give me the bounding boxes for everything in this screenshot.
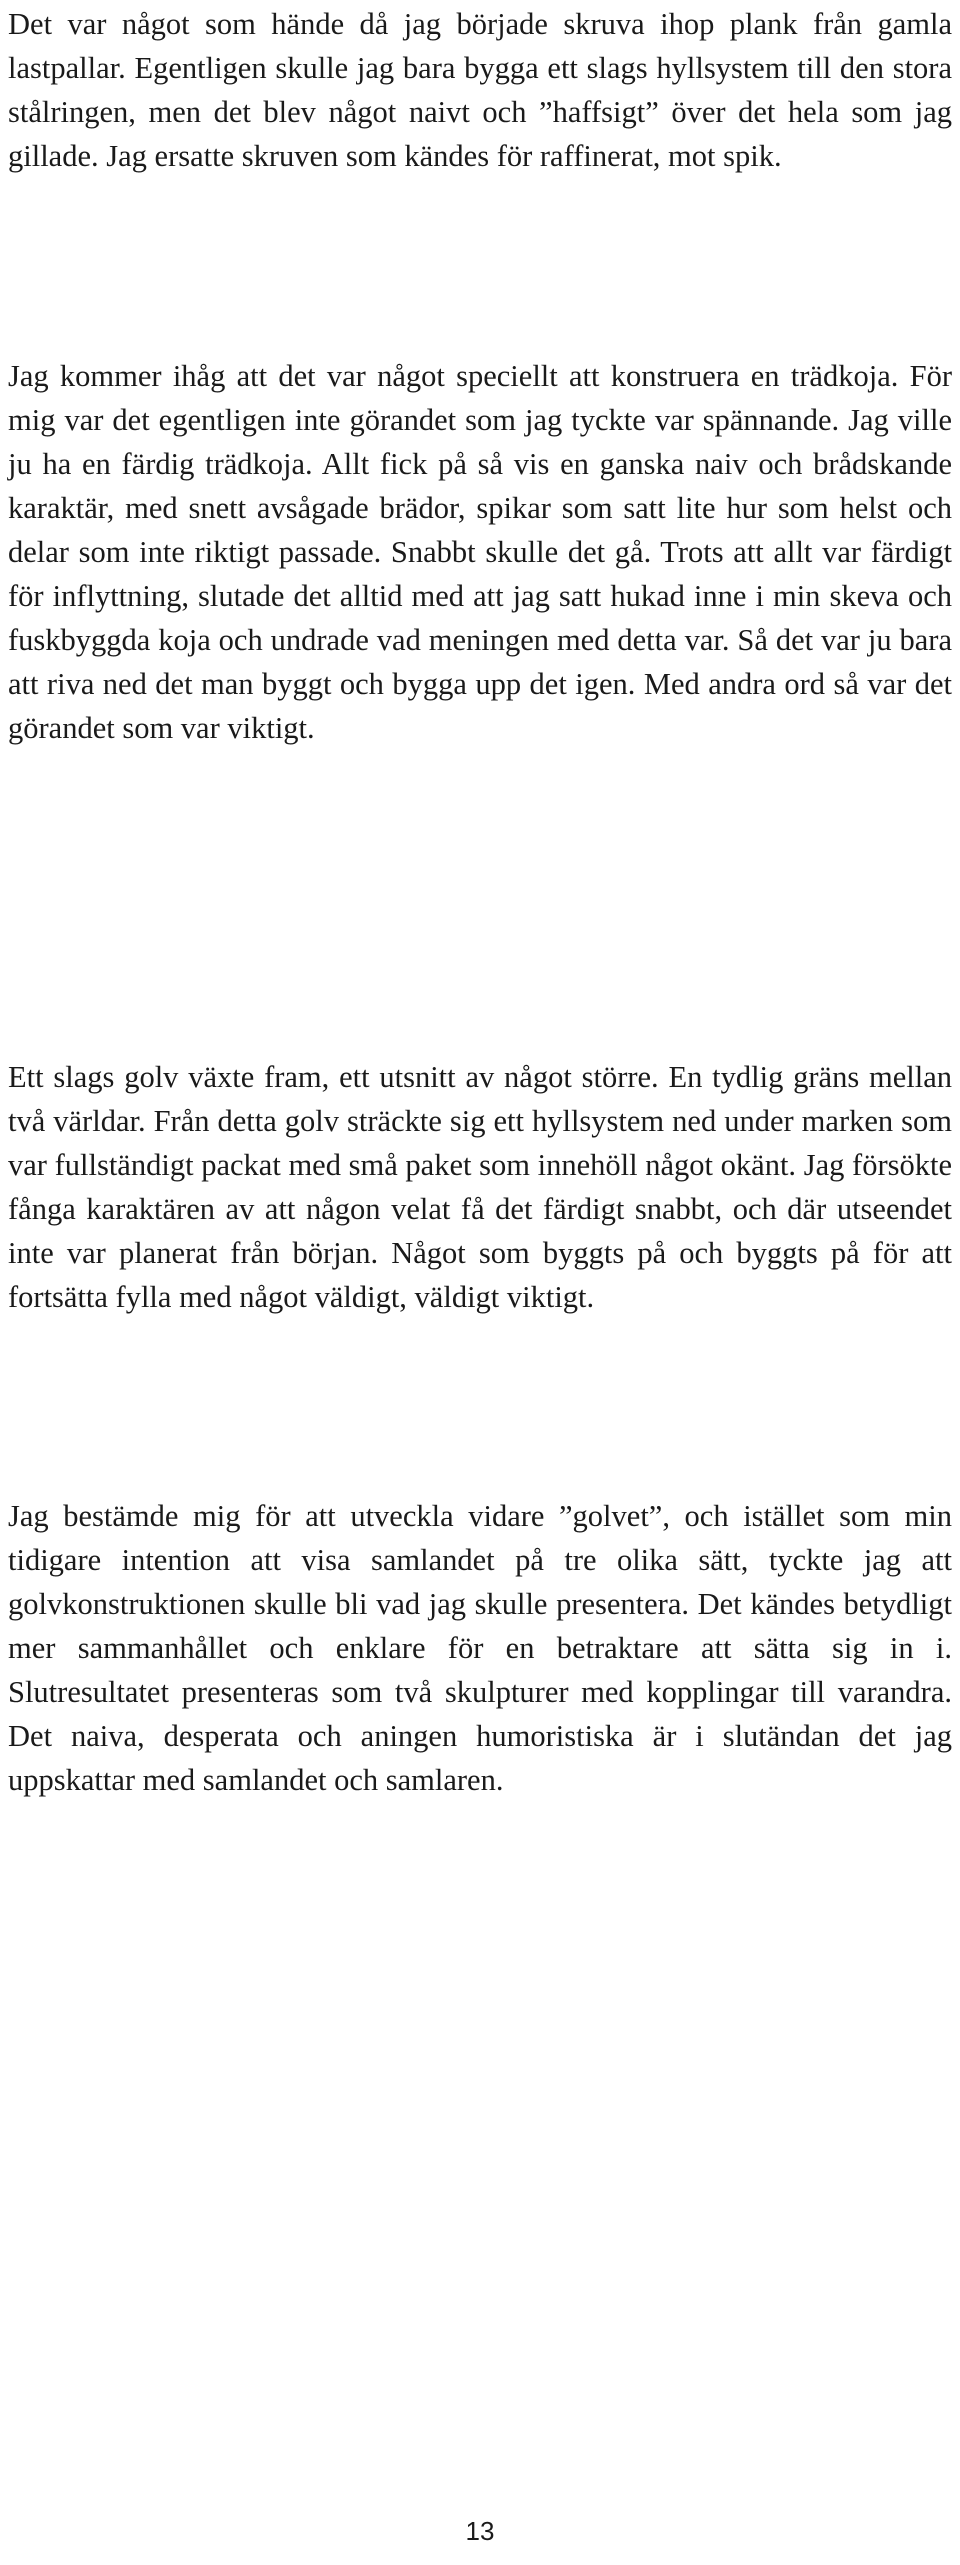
paragraph-floor: Ett slags golv växte fram, ett utsnitt av något större. En tydlig gräns mellan två världar. Från detta golv sträckte sig ett hyllsystem ned under marken som var fullständigt packat med små paket som innehöll något okänt. Jag försökte fånga karaktären av att någon velat få det färdigt snabbt, och där utseendet inte var planerat från början. Något som byggts på och byggts på för att fortsätta fylla med något väldigt, väldigt viktigt. [8,1060,952,1314]
paragraph-pallet-planks: Det var något som hände då jag började skruva ihop plank från gamla lastpallar. Egentligen skulle jag bara bygga ett slags hyllsystem till den stora stålringen, men det blev något naivt och ”haffsigt” över det hela som jag gillade. Jag ersatte skruven som kändes för raffinerat, mot spik. [8,7,952,173]
paragraph-tree-house: Jag kommer ihåg att det var något speciellt att konstruera en trädkoja. För mig var det egentligen inte görandet som jag tyckte var spännande. Jag ville ju ha en färdig trädkoja. Allt fick på så vis en ganska naiv och brådskande karaktär, med snett avsågade brädor, spikar som satt lite hur som helst och delar som inte riktigt passade. Snabbt skulle det gå. Trots att allt var färdigt för inflyttning, slutade det alltid med att jag satt hukad inne i min skeva och fuskbyggda koja och undrade vad meningen med detta var. Så det var ju bara att riva ned det man byggt och bygga upp det igen. Med andra ord så var det görandet som var viktigt. [8,359,952,745]
paragraph-conclusion: Jag bestämde mig för att utveckla vidare ”golvet”, och istället som min tidigare intention att visa samlandet på tre olika sätt, tyckte jag att golvkonstruktionen skulle bli vad jag skulle presentera. Det kändes betydligt mer sammanhållet och enklare för en betraktare att sätta sig in i. Slutresultatet presenteras som två skulpturer med kopplingar till varandra. Det naiva, desperata och aningen humoristiska är i slutändan det jag uppskattar med samlandet och samlaren. [8,1499,952,1797]
page-number: 13 [465,2516,495,2546]
